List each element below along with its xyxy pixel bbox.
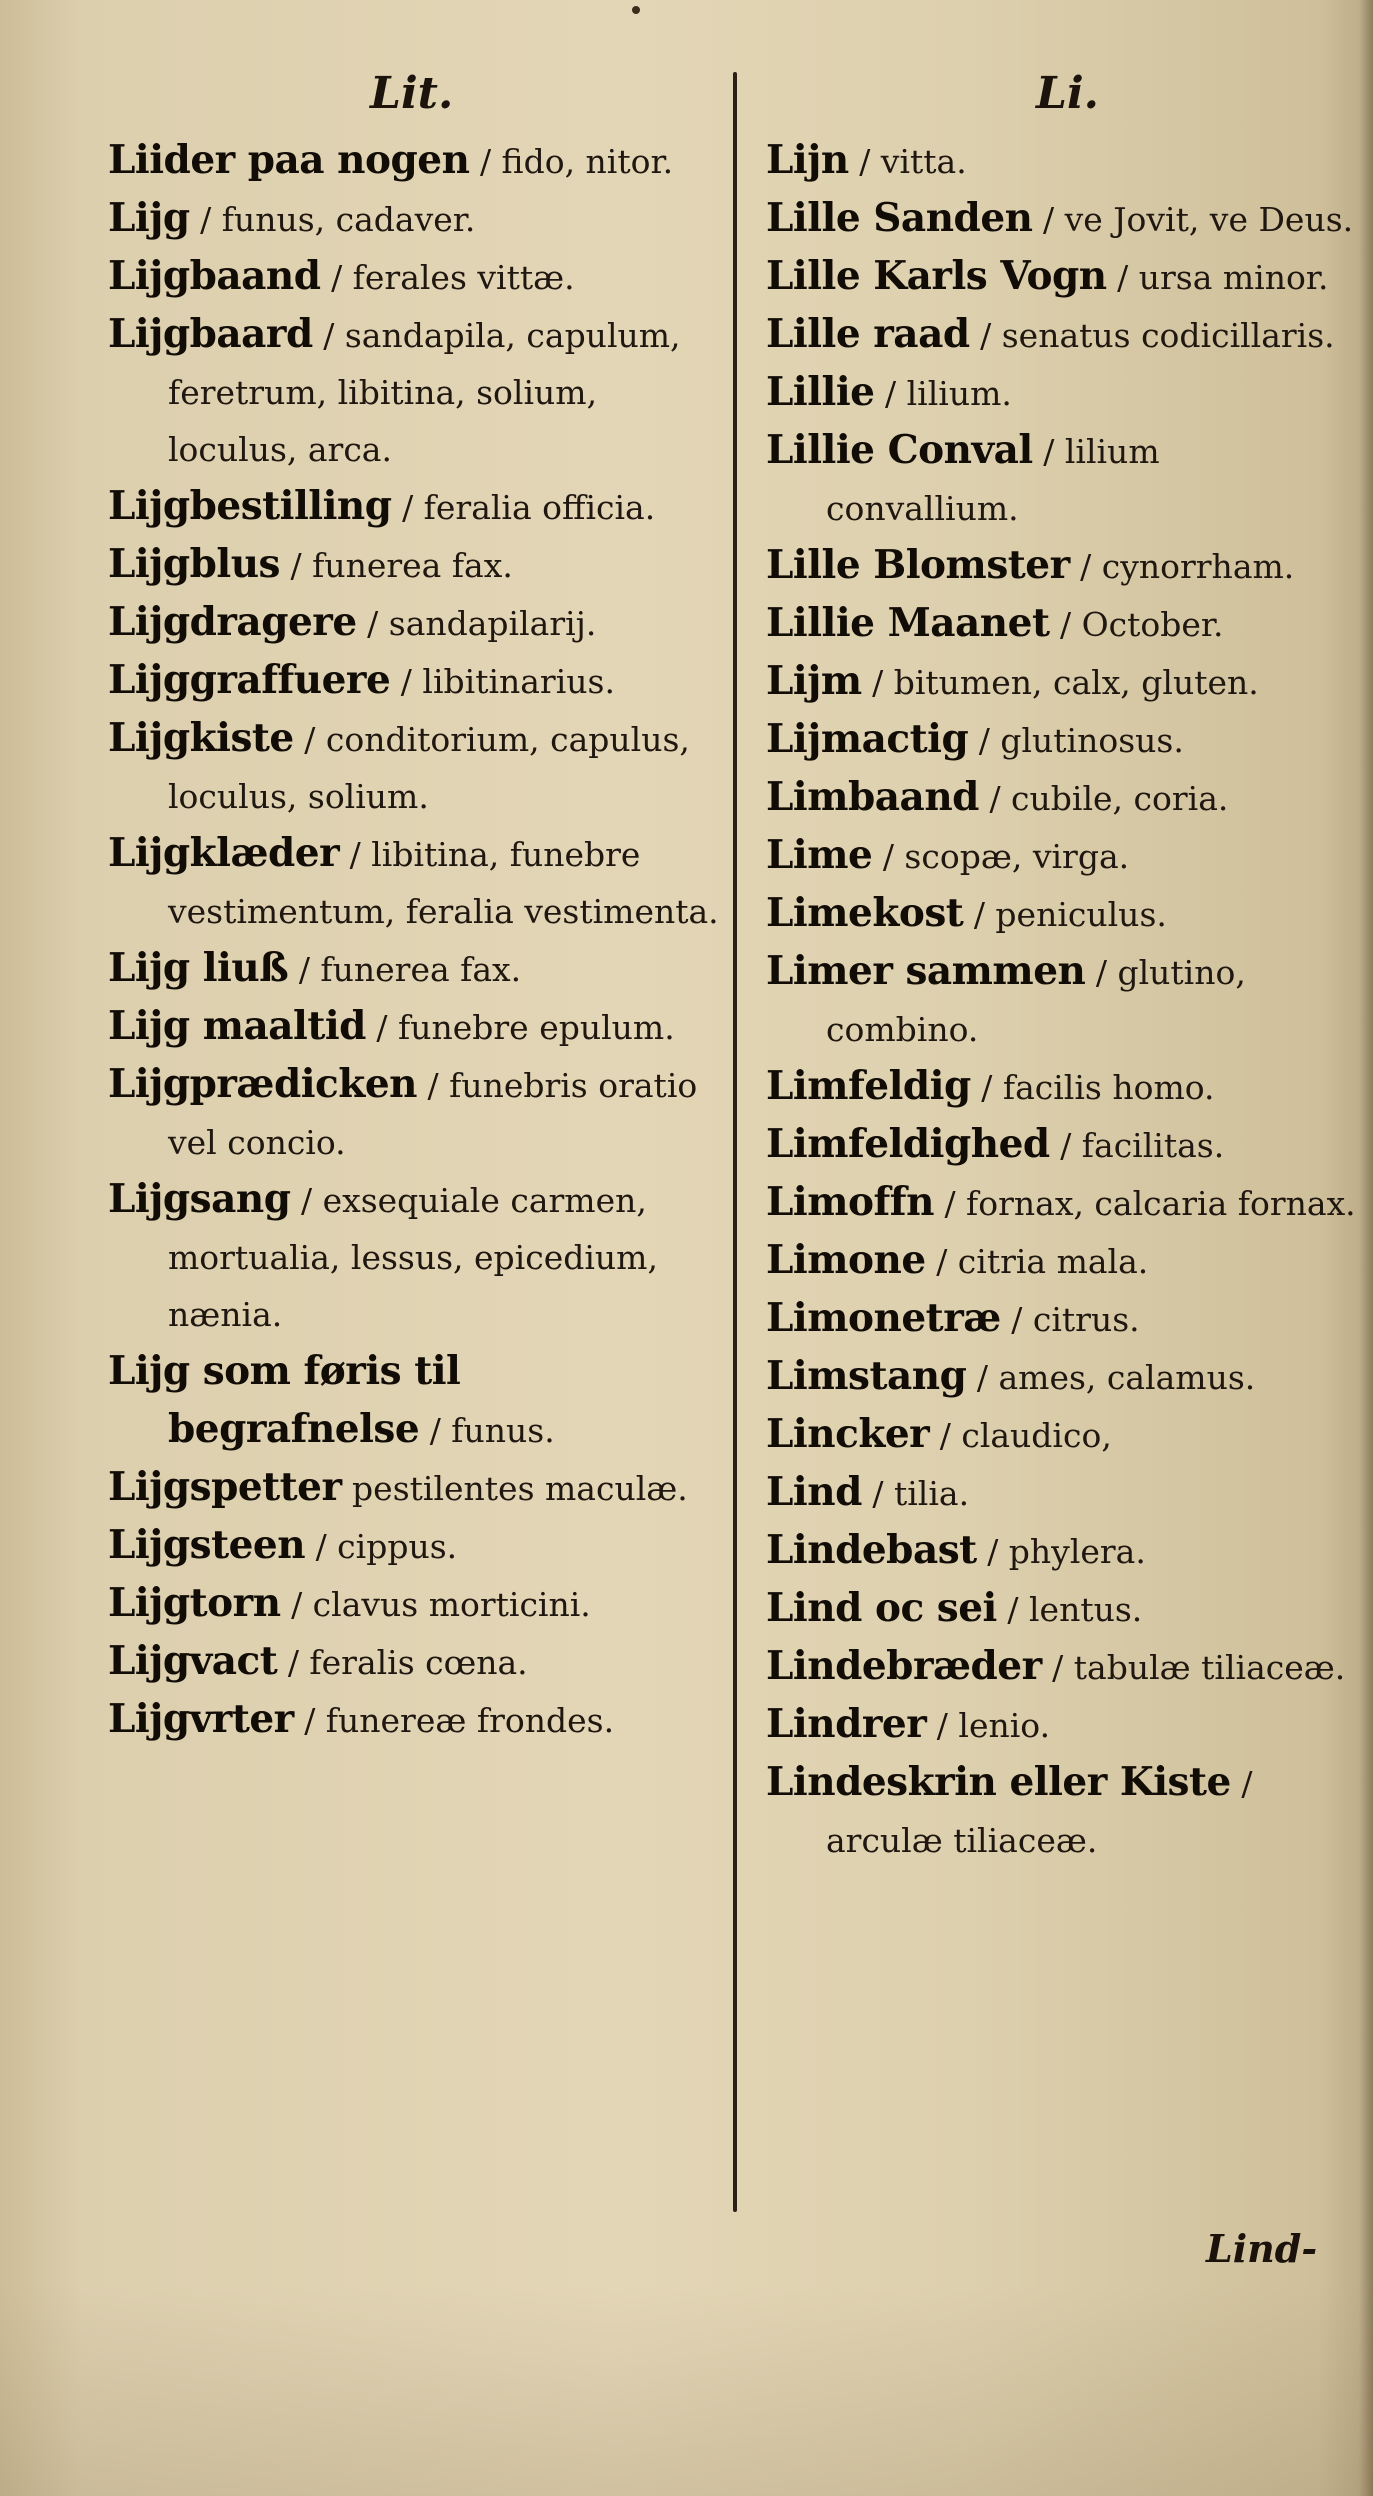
entry-definition: / funebre epulum. (376, 1008, 675, 1047)
left-entries (108, 132, 723, 1749)
dictionary-entry (108, 1056, 723, 1171)
right-entries (766, 132, 1361, 1869)
entry-definition: / ames, calamus. (976, 1358, 1256, 1397)
dictionary-entry (766, 1290, 1361, 1348)
entry-definition: / glutinosus. (978, 721, 1184, 760)
dictionary-entry (766, 885, 1361, 943)
entry-definition: / feralis cœna. (287, 1643, 528, 1682)
entry-headword: Lindebræder (766, 1643, 1042, 1689)
dictionary-entry (766, 1232, 1361, 1290)
dictionary-entry (766, 248, 1361, 306)
entry-headword: Limbaand (766, 774, 979, 820)
dictionary-entry (766, 653, 1361, 711)
entry-headword: Lijgsang (108, 1176, 291, 1222)
entry-definition: / phylera. (987, 1532, 1146, 1571)
dictionary-entry (108, 1633, 723, 1691)
entry-headword: Lillie (766, 369, 875, 415)
dictionary-entry (108, 825, 723, 940)
entry-definition: / October. (1059, 605, 1224, 644)
entry-definition: / cippus. (315, 1527, 458, 1566)
entry-definition: / funus. (429, 1411, 555, 1450)
entry-definition: / tilia. (872, 1474, 970, 1513)
entry-headword: Lijgsteen (108, 1522, 306, 1568)
entry-headword: Lijg maaltid (108, 1003, 366, 1049)
dictionary-entry (108, 536, 723, 594)
dictionary-entry (766, 1638, 1361, 1696)
dictionary-entry (108, 1459, 723, 1517)
entry-definition: / ve Jovit, ve Deus. (1043, 200, 1354, 239)
entry-definition: / fido, nitor. (479, 142, 674, 181)
entry-definition: / cubile, coria. (989, 779, 1229, 818)
entry-definition: / libitinarius. (400, 662, 615, 701)
entry-headword: Limonetræ (766, 1295, 1001, 1341)
entry-headword: Lijgdragere (108, 599, 357, 645)
column-rule (733, 72, 737, 2212)
entry-headword: Lijg som føris til begrafnelse (108, 1348, 461, 1452)
dictionary-entry (108, 1691, 723, 1749)
entry-headword: Lijmactig (766, 716, 969, 762)
entry-definition: / funerea fax. (290, 546, 513, 585)
entry-headword: Lijgklæder (108, 830, 340, 876)
entry-definition: / funus, cadaver. (200, 200, 476, 239)
entry-headword: Limfeldighed (766, 1121, 1050, 1167)
dictionary-entry (108, 1517, 723, 1575)
entry-definition: / libitina, funebre vestimentum, feralia vestimenta. (168, 835, 719, 931)
entry-headword: Lincker (766, 1411, 930, 1457)
entry-headword: Lillie Conval (766, 427, 1033, 473)
entry-definition: / scopæ, virga. (882, 837, 1130, 876)
entry-definition: / clavus morticini. (291, 1585, 591, 1624)
entry-headword: Lijgspetter (108, 1464, 342, 1510)
dictionary-entry (108, 306, 723, 478)
page-bottom-shade (0, 2286, 1373, 2496)
entry-headword: Lijn (766, 137, 849, 183)
entry-definition: / facilitas. (1060, 1126, 1225, 1165)
dictionary-entry (766, 132, 1361, 190)
left-running-head: Lit. (370, 68, 454, 119)
ink-mark (632, 6, 640, 14)
entry-definition: / sandapilarij. (367, 604, 597, 643)
entry-definition: / lilium. (885, 374, 1012, 413)
entry-headword: Lille Sanden (766, 195, 1033, 241)
entry-definition: / fornax, calcaria fornax. (944, 1184, 1356, 1223)
entry-definition: / bitumen, calx, gluten. (872, 663, 1259, 702)
dictionary-entry (766, 595, 1361, 653)
dictionary-entry (766, 364, 1361, 422)
dictionary-entry (766, 1058, 1361, 1116)
right-running-head: Li. (1036, 68, 1099, 119)
dictionary-entry (766, 1696, 1361, 1754)
dictionary-entry (108, 998, 723, 1056)
entry-definition: / glutino, combino. (826, 953, 1246, 1049)
dictionary-entry (766, 537, 1361, 595)
dictionary-entry (766, 1348, 1361, 1406)
entry-definition: / senatus codicillaris. (980, 316, 1335, 355)
entry-definition: / peniculus. (973, 895, 1167, 934)
entry-definition: / funebris oratio vel concio. (168, 1066, 698, 1162)
entry-definition: / claudico, (939, 1416, 1112, 1455)
dictionary-entry (766, 306, 1361, 364)
dictionary-entry (766, 1522, 1361, 1580)
entry-definition: / ursa minor. (1117, 258, 1329, 297)
dictionary-entry (766, 711, 1361, 769)
entry-definition: / ferales vittæ. (331, 258, 575, 297)
dictionary-entry (108, 940, 723, 998)
entry-definition: / lentus. (1007, 1590, 1143, 1629)
entry-headword: Lindeskrin eller Kiste (766, 1759, 1231, 1805)
dictionary-entry (766, 1580, 1361, 1638)
entry-headword: Lijgbaard (108, 311, 313, 357)
dictionary-entry (766, 1174, 1361, 1232)
entry-headword: Lijgtorn (108, 1580, 281, 1626)
entry-definition: / exsequiale carmen, mortualia, lessus, epicedium, nænia. (168, 1181, 658, 1334)
dictionary-entry (108, 1575, 723, 1633)
dictionary-entry (766, 943, 1361, 1058)
entry-headword: Lind (766, 1469, 862, 1515)
dictionary-entry (766, 422, 1361, 537)
entry-headword: Lindrer (766, 1701, 927, 1747)
dictionary-entry (108, 652, 723, 710)
page-gutter-shadow (1359, 0, 1373, 2496)
entry-definition: / feralia officia. (402, 488, 656, 527)
entry-headword: Limfeldig (766, 1063, 971, 1109)
dictionary-entry (766, 1464, 1361, 1522)
entry-headword: Lijgkiste (108, 715, 294, 761)
entry-headword: Lijgbestilling (108, 483, 392, 529)
dictionary-entry (108, 594, 723, 652)
dictionary-entry (766, 190, 1361, 248)
entry-headword: Lijgprædicken (108, 1061, 417, 1107)
entry-headword: Lille Blomster (766, 542, 1070, 588)
entry-definition: / citrus. (1011, 1300, 1140, 1339)
entry-definition: / conditorium, capulus, loculus, solium. (168, 720, 690, 816)
entry-headword: Lijgvrter (108, 1696, 294, 1742)
dictionary-entry (766, 1116, 1361, 1174)
entry-headword: Limer sammen (766, 948, 1086, 994)
dictionary-entry (108, 132, 723, 190)
entry-headword: Lindebast (766, 1527, 977, 1573)
entry-definition: / lilium convallium. (826, 432, 1160, 528)
dictionary-entry (108, 1343, 723, 1459)
entry-headword: Lijgblus (108, 541, 281, 587)
entry-headword: Lille raad (766, 311, 970, 357)
dictionary-entry (108, 478, 723, 536)
entry-headword: Lime (766, 832, 873, 878)
entry-definition: / funereæ frondes. (304, 1701, 615, 1740)
entry-definition: / vitta. (859, 142, 967, 181)
entry-definition: / cynorrham. (1080, 547, 1295, 586)
dictionary-entry (108, 1171, 723, 1343)
entry-headword: Lille Karls Vogn (766, 253, 1107, 299)
entry-headword: Lillie Maanet (766, 600, 1050, 646)
entry-definition: pestilentes maculæ. (352, 1469, 688, 1508)
dictionary-entry (108, 190, 723, 248)
dictionary-entry (766, 769, 1361, 827)
entry-headword: Limekost (766, 890, 964, 936)
entry-definition: / sandapila, capulum, feretrum, libitina, solium, loculus, arca. (168, 316, 681, 469)
entry-headword: Lijgbaand (108, 253, 321, 299)
entry-definition: / lenio. (936, 1706, 1051, 1745)
dictionary-entry (766, 827, 1361, 885)
entry-headword: Lijggraffuere (108, 657, 391, 703)
entry-headword: Limstang (766, 1353, 967, 1399)
dictionary-entry (766, 1406, 1361, 1464)
entry-definition: / citria mala. (936, 1242, 1149, 1281)
entry-definition: / arculæ tiliaceæ. (826, 1764, 1253, 1860)
entry-headword: Lind oc sei (766, 1585, 997, 1631)
dictionary-entry (766, 1754, 1361, 1869)
dictionary-entry (108, 248, 723, 306)
entry-definition: / facilis homo. (981, 1068, 1215, 1107)
entry-headword: Limone (766, 1237, 926, 1283)
entry-headword: Limoffn (766, 1179, 934, 1225)
entry-headword: Liider paa nogen (108, 137, 470, 183)
entry-definition: / tabulæ tiliaceæ. (1052, 1648, 1346, 1687)
entry-headword: Lijgvact (108, 1638, 278, 1684)
entry-headword: Lijm (766, 658, 862, 704)
dictionary-entry (108, 710, 723, 825)
entry-headword: Lijg liuß (108, 945, 289, 991)
catchword: Lind- (1206, 2226, 1318, 2271)
entry-definition: / funerea fax. (298, 950, 522, 989)
entry-headword: Lijg (108, 195, 190, 241)
